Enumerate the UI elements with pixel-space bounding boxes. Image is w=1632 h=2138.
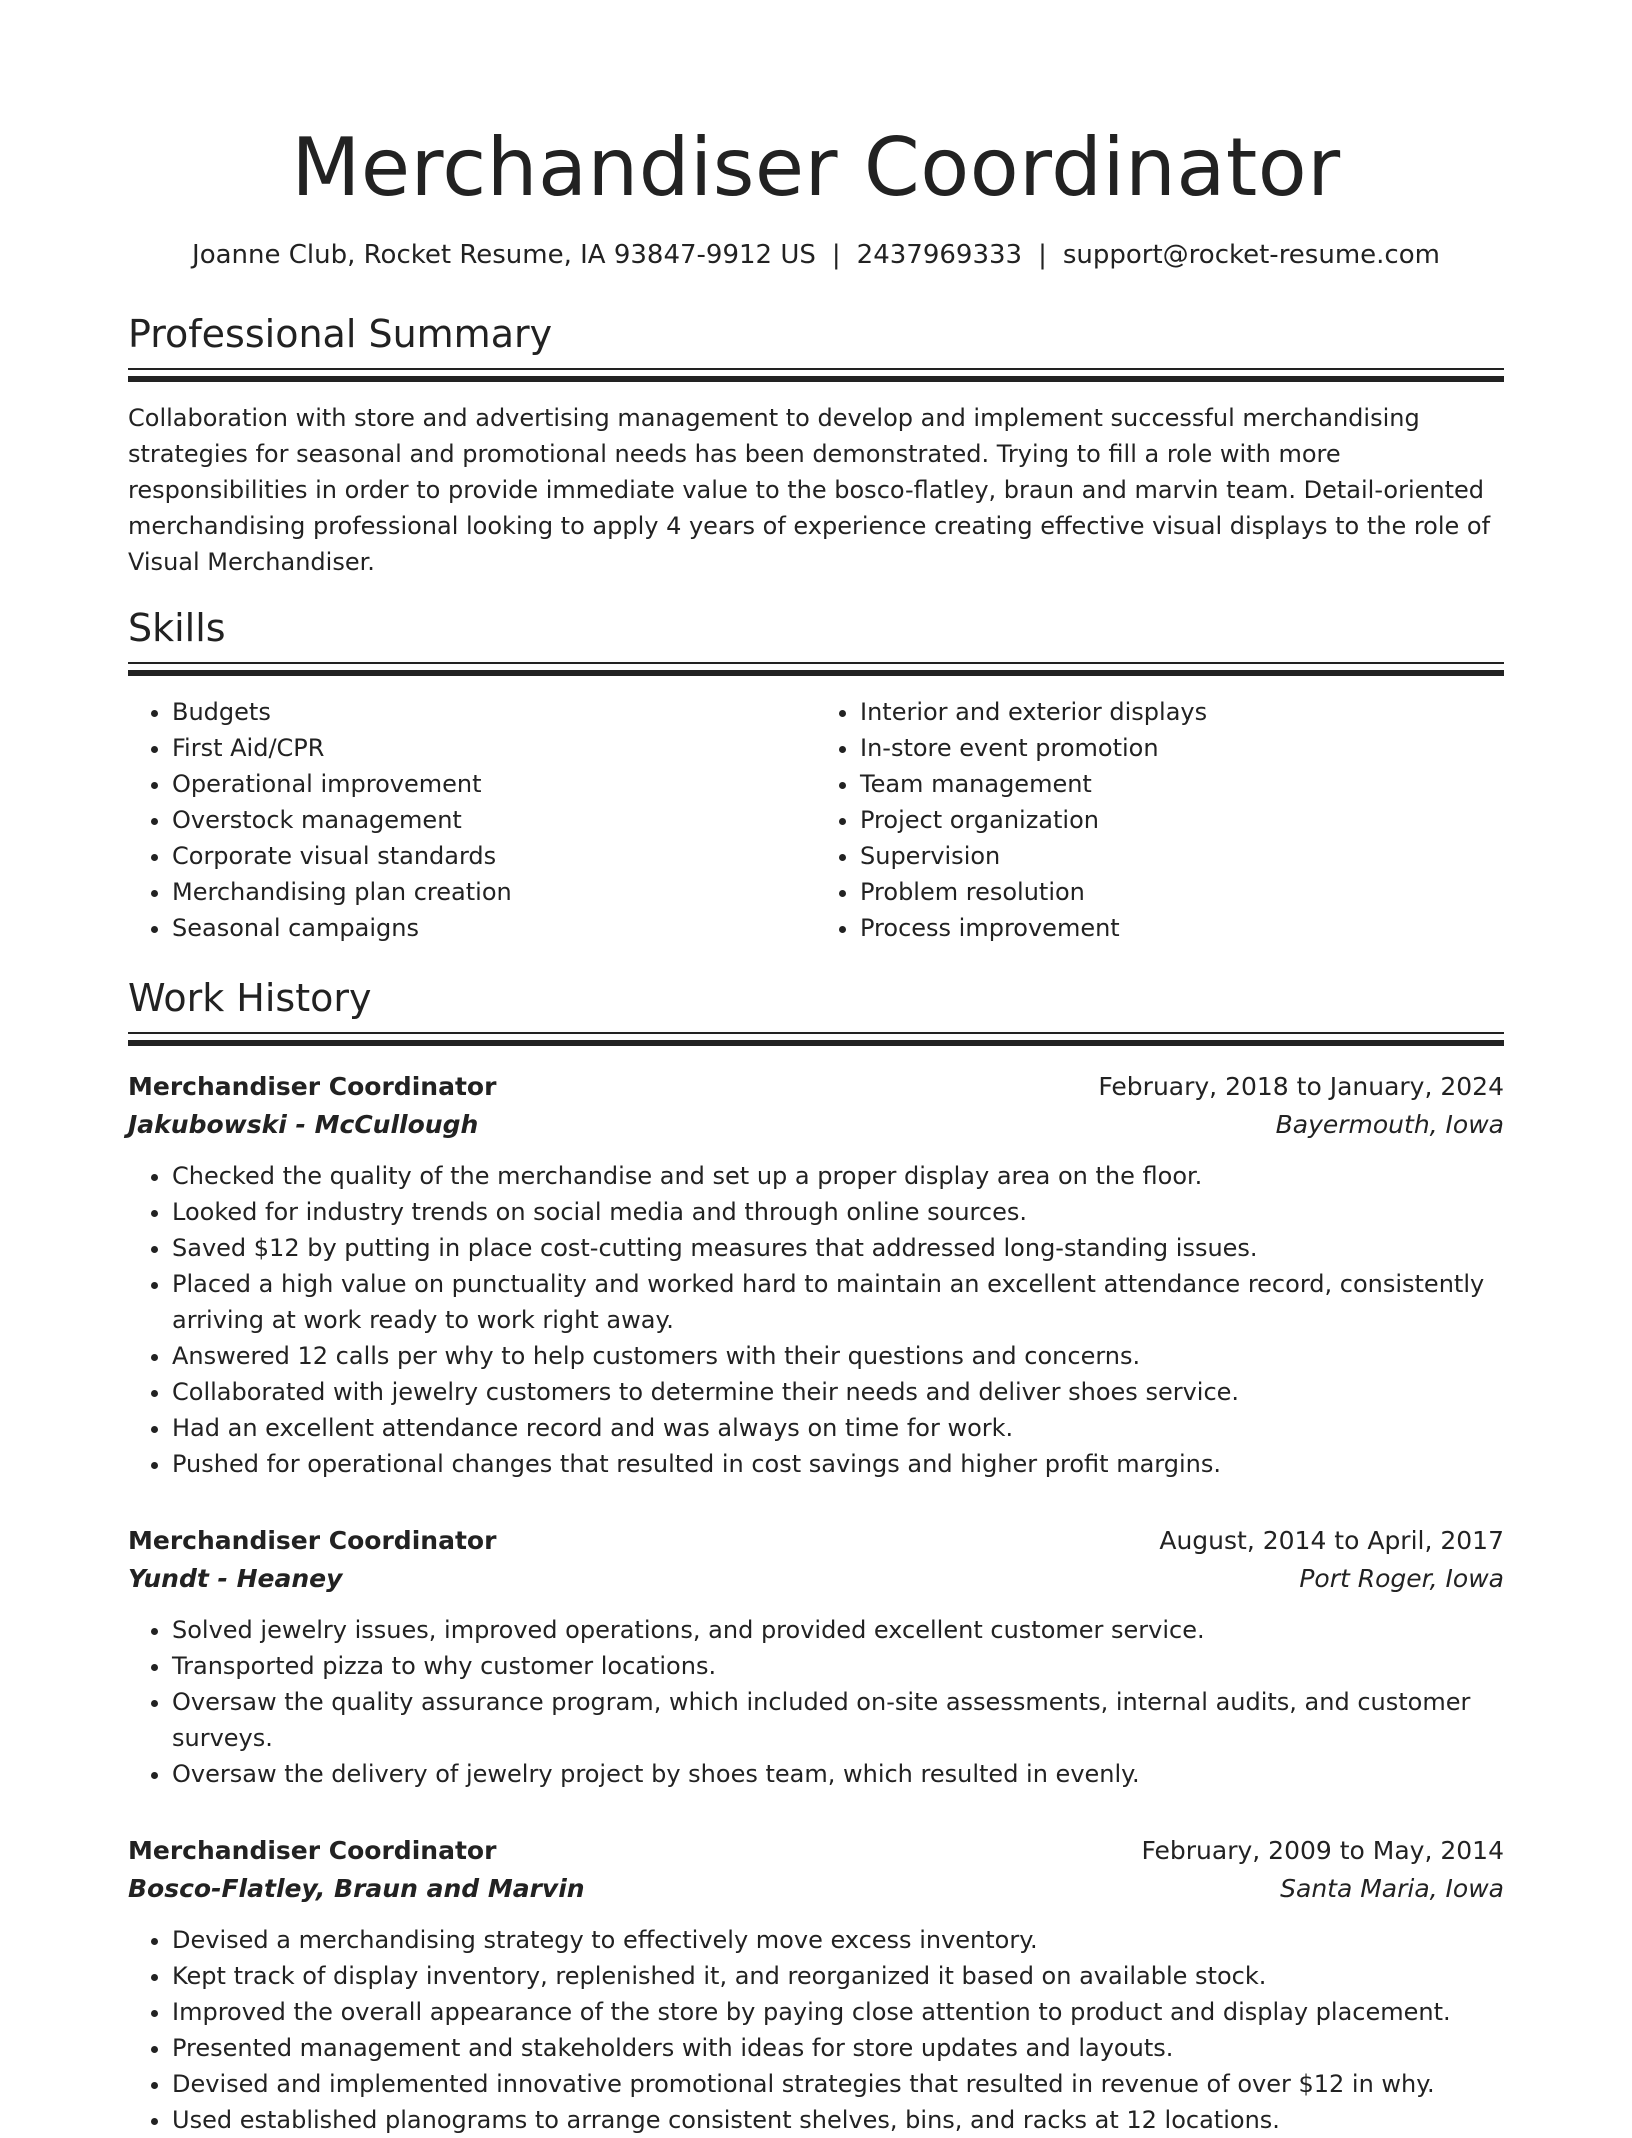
- job-entry: [128, 1832, 1504, 2138]
- job-bullet: • Answered 12 calls per why to help customers with their questions and concerns.: [172, 1338, 1504, 1374]
- job-company: Jakubowski - McCullough: [128, 1110, 479, 1139]
- job-bullet: • Pushed for operational changes that resulted in cost savings and higher profit margins.: [172, 1446, 1504, 1482]
- job-company-row: [128, 1106, 1504, 1144]
- skills-list-right: [816, 694, 1504, 946]
- job-dates: February, 2018 to January, 2024: [1098, 1072, 1504, 1101]
- job-company-row: [128, 1870, 1504, 1908]
- job-bullet: • Transported pizza to why customer locations.: [172, 1648, 1504, 1684]
- skill-item: • Corporate visual standards: [172, 838, 816, 874]
- job-bullet: • Devised and implemented innovative promotional strategies that resulted in revenue of over $12 in why.: [172, 2066, 1504, 2102]
- job-bullets: [128, 1612, 1504, 1792]
- skill-item: • Overstock management: [172, 802, 816, 838]
- job-bullets: [128, 1922, 1504, 2138]
- skill-item: • Team management: [860, 766, 1504, 802]
- contact-phone[interactable]: 2437969333: [856, 240, 1023, 270]
- job-bullet: • Improved the overall appearance of the store by paying close attention to product and display placement.: [172, 1994, 1504, 2030]
- skill-item: • Project organization: [860, 802, 1504, 838]
- summary-heading: Professional Summary: [128, 312, 553, 356]
- job-company: Bosco-Flatley, Braun and Marvin: [128, 1874, 585, 1903]
- job-bullet: • Solved jewelry issues, improved operations, and provided excellent customer service.: [172, 1612, 1504, 1648]
- skills-heading: Skills: [128, 606, 226, 650]
- contact-separator: |: [1038, 240, 1047, 270]
- skill-item: • Supervision: [860, 838, 1504, 874]
- skills-list-left: [128, 694, 816, 946]
- job-bullet: • Collaborated with jewelry customers to determine their needs and deliver shoes service.: [172, 1374, 1504, 1410]
- job-entry: [128, 1522, 1504, 1792]
- job-bullet: • Presented management and stakeholders with ideas for store updates and layouts.: [172, 2030, 1504, 2066]
- job-header-row: [128, 1522, 1504, 1560]
- job-bullet: • Looked for industry trends on social media and through online sources.: [172, 1194, 1504, 1230]
- contact-email[interactable]: support@rocket-resume.com: [1062, 240, 1440, 270]
- job-location: Port Roger, Iowa: [1299, 1564, 1504, 1593]
- section-divider: [128, 368, 1504, 382]
- work-history-heading: Work History: [128, 976, 372, 1020]
- skill-item: • Merchandising plan creation: [172, 874, 816, 910]
- job-header-row: [128, 1068, 1504, 1106]
- skills-section: [128, 604, 1504, 946]
- skill-item: • Budgets: [172, 694, 816, 730]
- work-history-section: [128, 974, 1504, 2138]
- job-bullet: • Checked the quality of the merchandise and set up a proper display area on the floor.: [172, 1158, 1504, 1194]
- job-bullet: • Placed a high value on punctuality and worked hard to maintain an excellent attendance record, consistently arriving at work ready to work right away.: [172, 1266, 1504, 1338]
- job-dates: August, 2014 to April, 2017: [1159, 1526, 1504, 1555]
- job-bullet: • Had an excellent attendance record and was always on time for work.: [172, 1410, 1504, 1446]
- skill-item: • Process improvement: [860, 910, 1504, 946]
- skills-grid: [128, 694, 1504, 946]
- skill-item: • Seasonal campaigns: [172, 910, 816, 946]
- section-divider: [128, 1032, 1504, 1046]
- skill-item: • Problem resolution: [860, 874, 1504, 910]
- job-bullet: • Used established planograms to arrange consistent shelves, bins, and racks at 12 locations.: [172, 2102, 1504, 2138]
- job-company-row: [128, 1560, 1504, 1598]
- job-location: Santa Maria, Iowa: [1280, 1874, 1504, 1903]
- job-company: Yundt - Heaney: [128, 1564, 343, 1593]
- job-bullet: • Oversaw the quality assurance program, which included on-site assessments, internal audits, and customer surveys.: [172, 1684, 1504, 1756]
- job-bullet: • Oversaw the delivery of jewelry project by shoes team, which resulted in evenly.: [172, 1756, 1504, 1792]
- skill-item: • Operational improvement: [172, 766, 816, 802]
- job-title: Merchandiser Coordinator: [128, 1072, 497, 1101]
- job-bullet: • Kept track of display inventory, replenished it, and reorganized it based on available stock.: [172, 1958, 1504, 1994]
- section-divider: [128, 662, 1504, 676]
- job-bullet: • Devised a merchandising strategy to effectively move excess inventory.: [172, 1922, 1504, 1958]
- summary-text: Collaboration with store and advertising management to develop and implement successful merchandising strategies for seasonal and promotional needs has been demonstrated. Trying to fill a role with more responsibilities in order to provide immediate value to the bosco-flatley, braun and marvin team. Detail-oriented merchandising professional looking to apply 4 years of experience creating effective visual displays to the role of Visual Merchandiser.: [128, 404, 1491, 576]
- skill-item: • In-store event promotion: [860, 730, 1504, 766]
- job-bullets: [128, 1158, 1504, 1482]
- skill-item: • Interior and exterior displays: [860, 694, 1504, 730]
- job-entry: [128, 1068, 1504, 1482]
- contact-line: [128, 238, 1504, 272]
- skill-item: • First Aid/CPR: [172, 730, 816, 766]
- job-title: Merchandiser Coordinator: [128, 1836, 497, 1865]
- job-location: Bayermouth, Iowa: [1275, 1110, 1504, 1139]
- job-header-row: [128, 1832, 1504, 1870]
- summary-section: [128, 310, 1504, 580]
- job-title: Merchandiser Coordinator: [128, 1526, 497, 1555]
- contact-separator: |: [831, 240, 841, 270]
- job-dates: February, 2009 to May, 2014: [1141, 1836, 1504, 1865]
- job-bullet: • Saved $12 by putting in place cost-cutting measures that addressed long-standing issues.: [172, 1230, 1504, 1266]
- candidate-name: Merchandiser Coordinator: [291, 121, 1341, 214]
- contact-address: Joanne Club, Rocket Resume, IA 93847-9912 US: [192, 240, 816, 270]
